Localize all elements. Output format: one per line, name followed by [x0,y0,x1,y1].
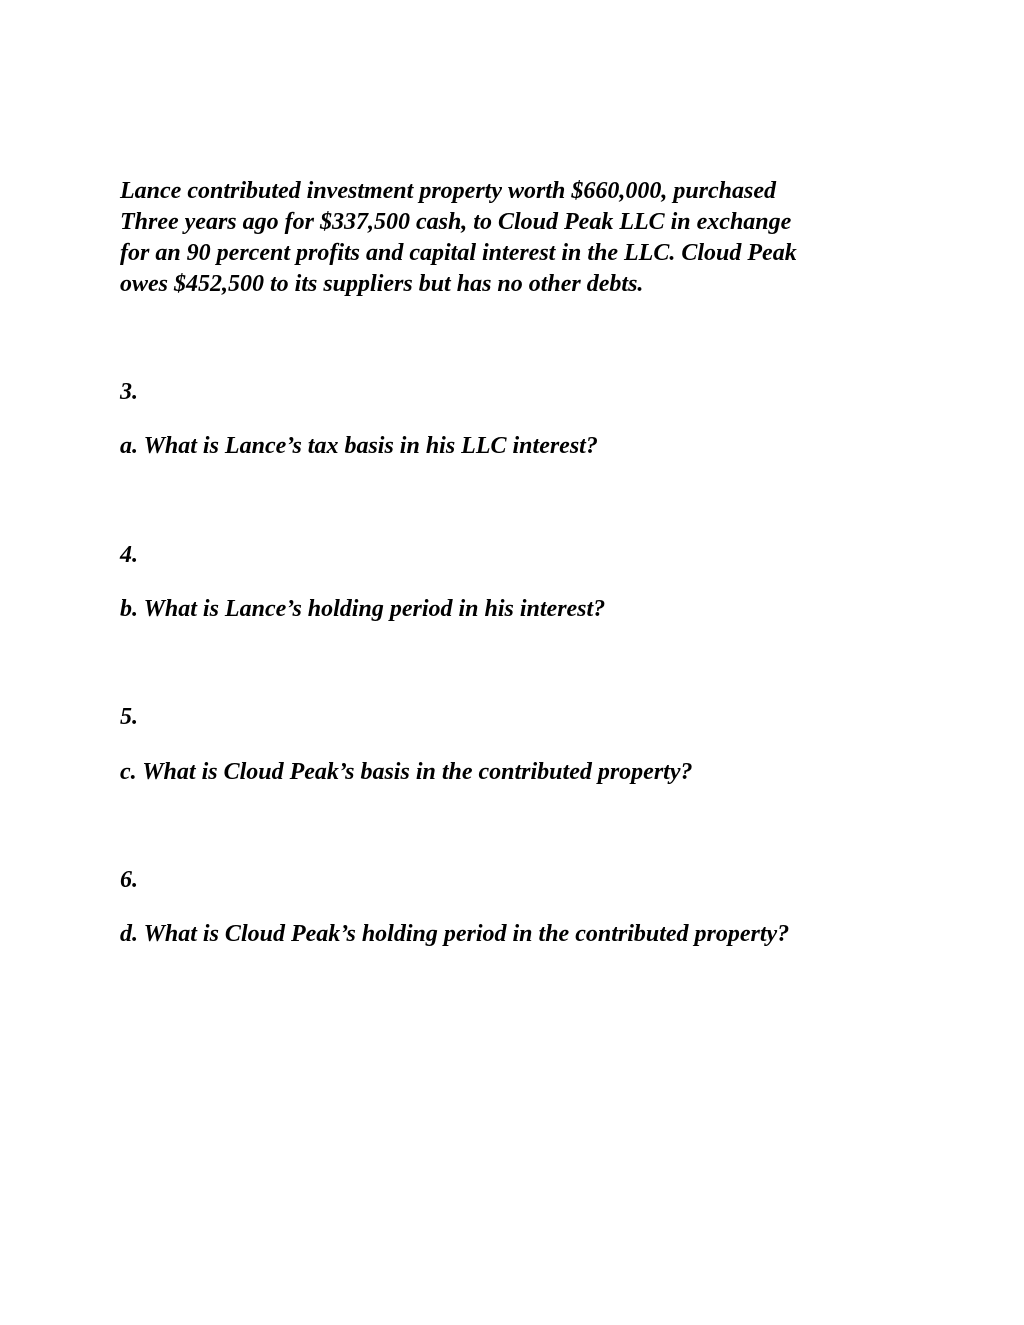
question-number: 4. [120,542,138,568]
problem-statement-line: owes $452,500 to its suppliers but has no other debts. [120,271,644,297]
question-text: d. What is Cloud Peak’s holding period in the contributed property? [120,921,790,947]
question-number: 6. [120,867,138,893]
question-text: a. What is Lance’s tax basis in his LLC interest? [120,433,598,459]
problem-statement-line: Lance contributed investment property worth $660,000, purchased [120,178,777,204]
question-number: 5. [120,704,138,730]
question-text: c. What is Cloud Peak’s basis in the contributed property? [120,759,693,785]
question-text: b. What is Lance’s holding period in his interest? [120,596,606,622]
problem-statement-line: for an 90 percent profits and capital interest in the LLC. Cloud Peak [120,240,797,266]
problem-statement-line: Three years ago for $337,500 cash, to Cloud Peak LLC in exchange [120,209,792,235]
question-number: 3. [120,379,138,405]
